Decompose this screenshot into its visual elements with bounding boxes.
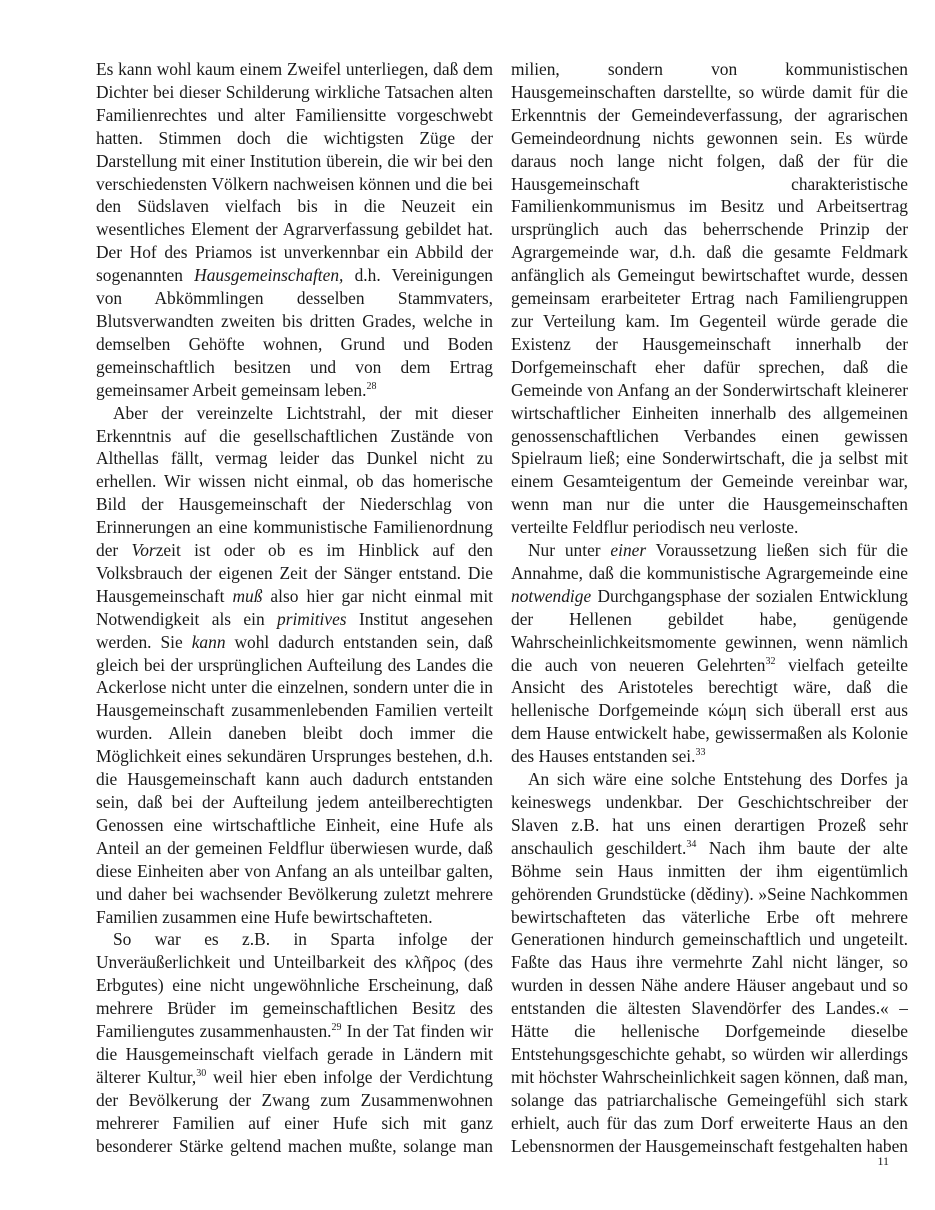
text-run: weil hier eben infolge der Verdichtung der Bevölkerung der Zwang zum Zusammenwohnen mehrerer Familien auf einer Hufe sich mit ganz besonderer Stärke geltend machen mußte, solange man	[96, 1066, 493, 1156]
text-run: In der Tat finden wir die Hausgemeinschaft vielfach gerade in Ländern mit älterer Kultur,	[96, 1021, 493, 1087]
footnote-ref: 28	[366, 380, 377, 392]
text-run: milien, sondern von kommunistischen Hausgemeinschaften darstellte, so würde damit für die Erkenntnis der Gemeindeverfassung, der agrarischen Gemeindeordnung nichts gewonnen sein. Es würde daraus noch lange nicht folgen, daß der für die Hausgemeinschaft charakteristische Familienkommunismus im Besitz und Arbeitsertrag ursprünglich auch das beherrschende Prinzip der Agrargemeinde war, d.h. daß die gesamte Feldmark anfänglich als Gemeingut bewirtschaftet wurde, dessen gemeinsam erarbeiteter Ertrag nach Familiengruppen zur Verteilung kam. Im Gegenteil würde gerade die Existenz der Hausgemeinschaft innerhalb der Dorfgemeinschaft eher dafür sprechen, daß die Gemeinde von Anfang an der Sonderwirtschaft kleinerer wirtschaftlicher Einheiten innerhalb des allgemeinen genossenschaftlichen Verbandes einen gewissen Spielraum ließ; eine Sonderwirtschaft, die ja selbst mit einem Gesamteigentum der Gemeinde vereinbar war, wenn man nur die unter die Hausgemeinschaften verteilte Feldflur periodisch neu verloste.	[511, 59, 908, 538]
footnote-ref: 34	[686, 838, 697, 850]
text-run: Durchgangsphase der sozialen Entwicklung der Hellenen gebildet habe, genügende Wahrscheinlichkeitsmomente gewinnen, wenn nämlich die auch von neueren Gelehrten	[511, 585, 908, 675]
footnote-ref: 29	[331, 1022, 342, 1034]
text-run: also hier gar nicht einmal mit Notwendigkeit als ein	[96, 585, 493, 629]
paragraph	[511, 539, 908, 768]
text-run: Institut angesehen werden. Sie	[96, 608, 493, 652]
paragraph	[511, 58, 908, 539]
left-column	[96, 58, 493, 1158]
footnote-ref: 33	[695, 747, 706, 759]
text-run: wohl dadurch entstanden sein, daß gleich bei der ursprünglichen Aufteilung des Landes die Ackerlose nicht unter die einzelnen, sondern unter die in Hausgemeinschaft zusammenlebenden Familien verteilt wurden. Allein daneben bleibt doch immer die Möglichkeit eines sekundären Ursprunges bestehen, d.h. die Hausgemeinschaft kann auch dadurch entstanden sein, daß bei der Aufteilung jedem anteilberechtigten Genossen eine wirtschaftliche Einheit, eine Hufe als Anteil an der gemeinen Feldflur überwiesen wurde, daß diese Einheiten aber von Anfang an als unteilbar galten, und daher bei wachsender Bevölkerung zuletzt mehrere Familien zusammen eine Hufe bewirtschafteten.	[96, 631, 493, 927]
paragraph	[96, 58, 493, 402]
italic-text: Hausgemeinschaften,	[194, 265, 344, 286]
footnote-ref: 32	[765, 655, 776, 667]
text-run: vielfach geteilte Ansicht des Aristoteles berechtigt wäre, daß die hellenische Dorfgemeinde κώμη sich überall erst aus dem Hause entwickelt habe, gewissermaßen als Kolonie des Hauses entstanden sei.	[511, 654, 908, 767]
italic-text: muß	[232, 585, 263, 606]
paragraph	[96, 402, 493, 929]
page-number: 11	[877, 1154, 889, 1168]
right-column	[511, 58, 908, 1158]
italic-text: einer	[610, 540, 647, 561]
italic-text: primitives	[277, 608, 347, 629]
text-run: An sich wäre eine solche Entstehung des Dorfes ja keineswegs undenkbar. Der Geschichtschreiber der Slaven z.B. hat uns einen derartigen Prozeß sehr anschaulich geschildert.	[511, 769, 908, 858]
paragraph	[511, 768, 908, 1158]
footnote-ref: 30	[196, 1067, 207, 1079]
text-run: zeit ist oder ob es im Hinblick auf den Volksbrauch der eigenen Zeit der Sänger entstand. Die Hausgemeinschaft	[96, 540, 493, 606]
paragraph	[96, 928, 493, 1158]
italic-text: Vor	[131, 540, 156, 561]
italic-text: notwendige	[511, 585, 592, 606]
text-run: d.h. Vereinigungen von Abkömmlingen desselben Stammvaters, Blutsverwandten zweiten bis dritten Grades, welche in demselben Gehöfte wohnen, Grund und Boden gemeinschaftlich besitzen und von dem Ertrag gemeinsamer Arbeit gemeinsam leben.	[96, 265, 493, 400]
text-run: So war es z.B. in Sparta infolge der Unveräußerlichkeit und Unteilbarkeit des κλῆρος (des Erbgutes) eine nicht ungewöhnliche Erscheinung, daß mehrere Brüder im gemeinschaftlichen Besitz des Familiengutes zusammenhausten.	[96, 929, 493, 1042]
text-run: Nur unter	[528, 540, 611, 561]
text-run: Es kann wohl kaum einem Zweifel unterliegen, daß dem Dichter bei dieser Schilderung wirkliche Tatsachen alten Familienrechtes und alter Familiensitte vorgeschwebt hatten. Stimmen doch die wichtigsten Züge der Darstellung mit einer Institution überein, die wir bei den verschiedensten Völkern nachweisen können und die bei den Südslaven vielfach bis in die Neuzeit ein wesentliches Element der Agrarverfassung gebildet hat. Der Hof des Priamos ist unverkennbar ein Abbild der sogenannten	[96, 59, 493, 286]
text-run: Nach ihm baute der alte Böhme sein Haus inmitten der ihm eigentümlich gehörenden Grundstücke (dědiny). »Seine Nachkommen bewirtschafteten das väterliche Erbe oft mehrere Generationen hindurch gemeinschaftlich und ungeteilt. Faßte das Haus ihre vermehrte Zahl nicht länger, so wurden in dessen Nähe andere Häuser angebaut und so entstanden die ältesten Slavendörfer des Landes.« – Hätte die hellenische Dorfgemeinde dieselbe Entstehungsgeschichte gehabt, so würden wir allerdings mit höchster Wahrscheinlichkeit sagen können, daß man, solange das patriarchalische Gemeingefühl sich stark erhielt, auch für das zum Dorf erweiterte Haus an den Lebensnormen der Hausgemeinschaft festgehalten haben	[511, 837, 908, 1156]
text-run: Voraussetzung ließen sich für die Annahme, daß die kommunistische Agrargemeinde eine	[511, 540, 908, 583]
italic-text: kann	[191, 631, 226, 652]
text-run: Aber der vereinzelte Lichtstrahl, der mit dieser Erkenntnis auf die gesellschaftlichen Zustände von Althellas fällt, vermag leider das Dunkel nicht zu erhellen. Wir wissen nicht einmal, ob das homerische Bild der Hausgemeinschaft der Niederschlag von Erinnerungen an eine kommunistische Familienordnung der	[96, 402, 493, 561]
